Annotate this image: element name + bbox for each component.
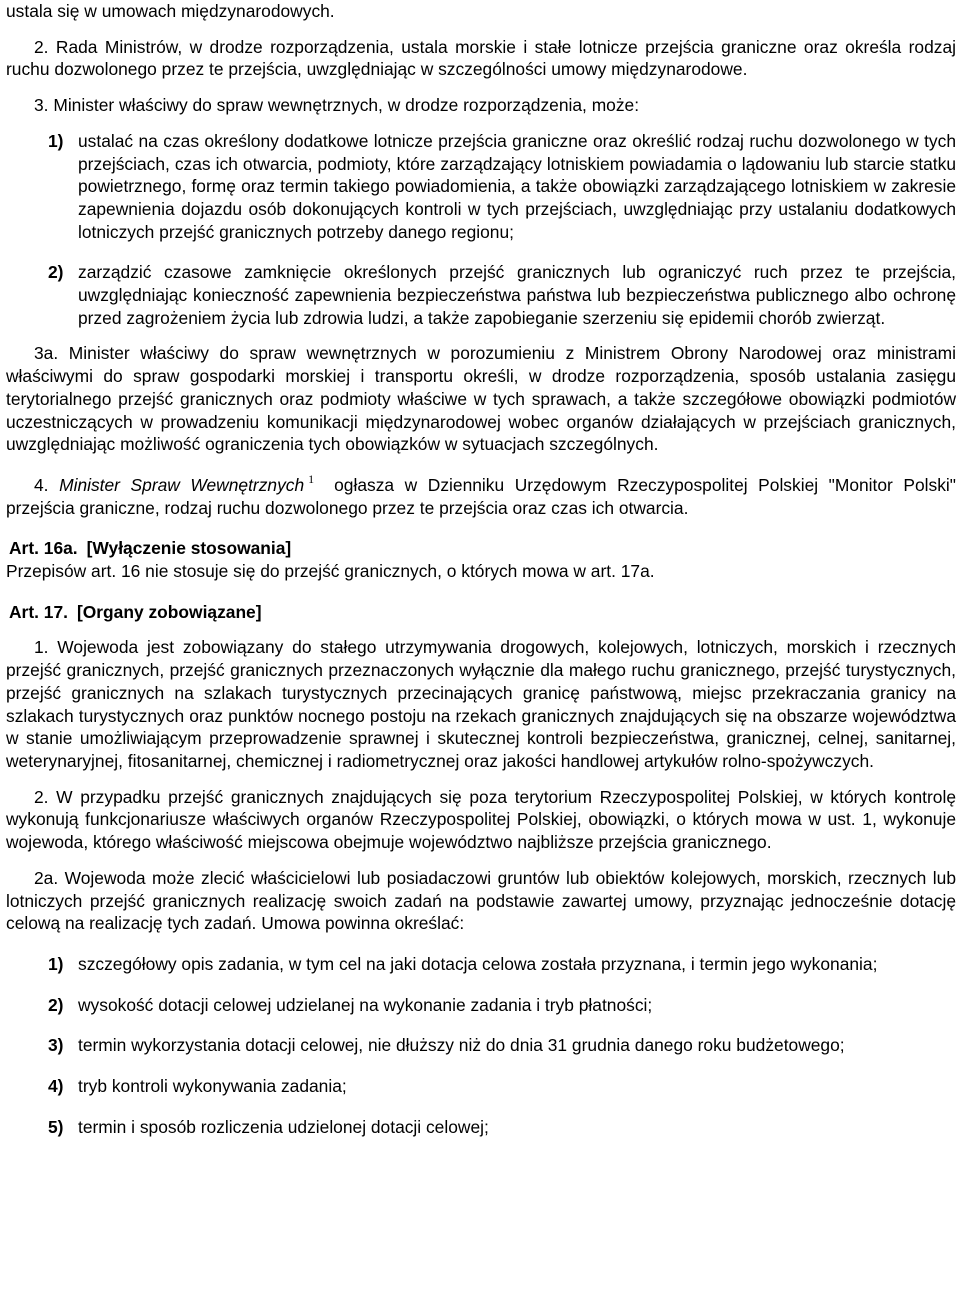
article-17-paragraph-1: 1. Wojewoda jest zobowiązany do stałego utrzymywania drogowych, kolejowych, lotniczych, morskich i rzecznych przejść granicznych, przejść granicznych przeznaczonych wyłącznie dla małego ruchu granicznego, przejść turystycznych, przejść granicznych na szlakach turystycznych przecinających granicę państwową, miejsc przekraczania granicy na szlakach turystycznych oraz punktów nocnego postoju na rzekach granicznych znajdujących się na obszarze województwa w stanie umożliwiającym przeprowadzenie sprawnej i skutecznej kontroli bezpieczeństwa, granicznej, celnej, sanitarnej, weterynaryjnej, fitosanitarnej, chemicznej i radiometrycznej oraz jakości handlowej artykułów rolno-spożywczych.: [6, 637, 956, 771]
article-17-paragraph-2a: 2a. Wojewoda może zlecić właścicielowi lub posiadaczowi gruntów lub obiektów kolejowych, morskich, rzecznych lub lotniczych przejść granicznych realizację swoich zadań na podstawie zawartej umowy, przyznając jednocześnie dotację celową na realizację tych zadań. Umowa powinna określać:: [6, 867, 956, 934]
paragraph-2: 2. Rada Ministrów, w drodze rozporządzenia, ustala morskie i stałe lotnicze przejścia graniczne oraz określa rodzaj ruchu dozwolonego przez te przejścia, uwzględniając w szczególności umowy międzynarodowe.: [6, 36, 956, 80]
article-17-heading: [6, 601, 956, 624]
paragraph-2a-item-1: [6, 953, 956, 976]
item-text: termin wykorzystania dotacji celowej, nie dłuższy niż do dnia 31 grudnia danego roku budżetowego;: [78, 1035, 845, 1056]
item-number: 5): [48, 1116, 64, 1137]
article-title: [Organy zobowiązane]: [76, 601, 262, 622]
article-16a-heading: [6, 537, 956, 560]
item-number: 4): [48, 1076, 64, 1097]
paragraph-number: 4.: [34, 474, 49, 495]
paragraph-2a-item-2: [6, 994, 956, 1017]
paragraph-2a-item-3: [6, 1034, 956, 1057]
item-text: termin i sposób rozliczenia udzielonej dotacji celowej;: [78, 1116, 489, 1137]
paragraph-4: [6, 471, 956, 519]
continuation-line: ustala się w umowach międzynarodowych.: [6, 1, 335, 21]
item-number: 1): [48, 953, 64, 974]
item-text: ustalać na czas określony dodatkowe lotnicze przejścia graniczne oraz określić rodzaj ruchu dozwolonego w tych przejściach, czas ich otwarcia, podmioty, które zarządzający lotniskiem powiadamia o lądowaniu lub starcie statku powietrznego, formę oraz termin takiego powiadomienia, a także obowiązki zarządzającego lotniskiem w zakresie zapewnienia dojazdu osób dokonujących kontroli w tych przejściach, uwzględniając przy ustalaniu dodatkowych lotniczych przejść granicznych potrzeby danego regionu;: [78, 130, 956, 242]
item-number: 2): [48, 994, 64, 1015]
article-label: Art. 17.: [9, 601, 68, 622]
paragraph-3-item-1: [6, 130, 956, 244]
item-number: 1): [48, 130, 64, 151]
item-text: tryb kontroli wykonywania zadania;: [78, 1076, 347, 1097]
article-title: [Wyłączenie stosowania]: [86, 538, 292, 559]
article-label: Art. 16a.: [9, 538, 78, 559]
item-text: zarządzić czasowe zamknięcie określonych przejść granicznych lub ograniczyć ruch przez te przejścia, uwzględniając konieczność zapewnienia bezpieczeństwa państwa lub bezpieczeństwa publicznego albo ochronę przed zagrożeniem życia lub zdrowia ludzi, a także zapobieganie szerzeniu się epidemii chorób zwierząt.: [78, 262, 956, 328]
document-page: [6, 0, 956, 1138]
item-text: szczegółowy opis zadania, w tym cel na jaki dotacja celowa została przyznana, i termin jego wykonania;: [78, 953, 878, 974]
minister-name: Minister Spraw Wewnętrznych: [59, 474, 305, 495]
item-text: wysokość dotacji celowej udzielanej na wykonanie zadania i tryb płatności;: [78, 994, 653, 1015]
item-number: 2): [48, 262, 64, 283]
paragraph-3-item-2: [6, 261, 956, 329]
item-number: 3): [48, 1035, 64, 1056]
paragraph-2a-item-5: [6, 1116, 956, 1139]
article-16a-text: Przepisów art. 16 nie stosuje się do przejść granicznych, o których mowa w art. 17a.: [6, 561, 655, 582]
paragraph-3a: 3a. Minister właściwy do spraw wewnętrznych w porozumieniu z Ministrem Obrony Narodowej oraz ministrami właściwymi do spraw gospodarki morskiej i transportu określi, w drodze rozporządzenia, sposób ustalania zasięgu terytorialnego przejść granicznych oraz podmioty właściwe w tych sprawach, a także szczegółowe obowiązki podmiotów uczestniczących w prowadzeniu komunikacji międzynarodowej wobec organów działających w przejściach granicznych, uwzględniając możliwość ograniczenia tych obowiązków w sytuacjach szczególnych.: [6, 343, 956, 455]
paragraph-2a-item-4: [6, 1075, 956, 1098]
footnote-marker: 1: [308, 471, 315, 486]
paragraph-3: 3. Minister właściwy do spraw wewnętrznych, w drodze rozporządzenia, może:: [34, 95, 640, 116]
article-17-paragraph-2: 2. W przypadku przejść granicznych znajdujących się poza terytorium Rzeczypospolitej Polskiej, w których kontrolę wykonują funkcjonariusze właściwych organów Rzeczypospolitej Polskiej, obowiązki, o których mowa w ust. 1, wykonuje wojewoda, którego właściwość miejscowa obejmuje województwo najbliższe przejścia granicznego.: [6, 786, 956, 853]
paragraph-4-text: ogłasza w Dzienniku Urzędowym Rzeczypospolitej Polskiej "Monitor Polski" przejścia graniczne, rodzaj ruchu dozwolonego przez te przejścia oraz czas ich otwarcia.: [6, 474, 956, 518]
